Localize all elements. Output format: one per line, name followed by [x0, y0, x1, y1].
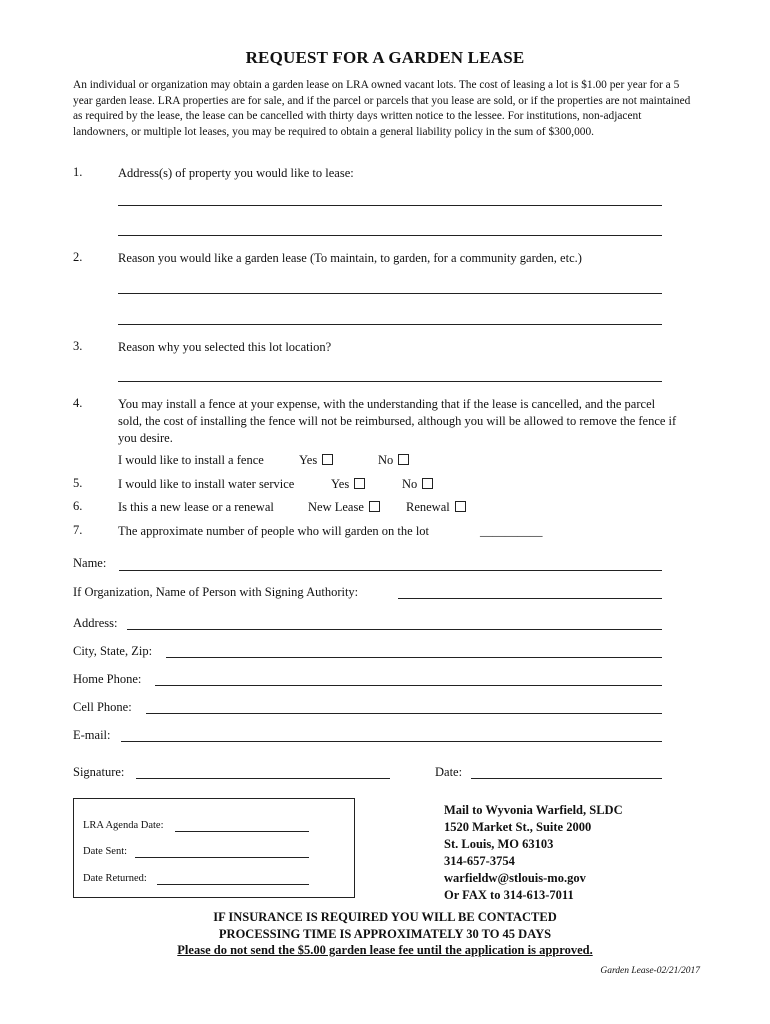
- org-signer-label: If Organization, Name of Person with Signing Authority:: [73, 585, 359, 599]
- q5-yes-checkbox[interactable]: [354, 478, 365, 489]
- q3-answer-line[interactable]: [118, 381, 662, 382]
- q1-answer-line-1[interactable]: [118, 205, 662, 206]
- q6-number: 6.: [73, 499, 83, 513]
- mail-line-city: St. Louis, MO 63103: [444, 837, 554, 851]
- mail-line-fax: Or FAX to 314-613-7011: [444, 888, 574, 902]
- mailing-info: [444, 802, 623, 904]
- q4-number: 4.: [73, 396, 83, 410]
- page-title: REQUEST FOR A GARDEN LEASE: [245, 48, 525, 67]
- q4-no-checkbox[interactable]: [398, 454, 409, 465]
- city-state-zip-label: City, State, Zip:: [73, 644, 153, 658]
- org-signer-field[interactable]: [398, 598, 662, 599]
- intro-paragraph: An individual or organization may obtain a garden lease on LRA owned vacant lots. The cost of leasing a lot is $1.00 per year for a 5 year garden lease. LRA properties are for sale, and if the parcel or parcels that you lease are sold, or if the properties are not maintained as required by the lease, the lease can be cancelled with thirty days written notice to the lessee. For institutions, non-adjacent landowners, or multiple lot leases, you may be required to obtain a general liability policy in the sum of $300,000.: [73, 79, 691, 138]
- signature-field[interactable]: [136, 778, 390, 779]
- mail-line-name: Mail to Wyvonia Warfield, SLDC: [444, 803, 623, 817]
- date-label: Date:: [435, 765, 463, 779]
- cell-phone-label: Cell Phone:: [73, 700, 132, 714]
- q4-yes-checkbox[interactable]: [322, 454, 333, 465]
- cell-phone-field[interactable]: [146, 713, 662, 714]
- q1-text: Address(s) of property you would like to lease:: [118, 166, 354, 180]
- q5-no-option[interactable]: [402, 476, 433, 493]
- processing-time-notice: PROCESSING TIME IS APPROXIMATELY 30 TO 45 DAYS: [218, 927, 552, 941]
- q3-text: Reason why you selected this lot location?: [118, 340, 332, 354]
- mail-line-street: 1520 Market St., Suite 2000: [444, 820, 592, 834]
- q4-no-label: No: [378, 453, 394, 467]
- q4-text: You may install a fence at your expense, with the understanding that if the lease is cancelled, and the parcel sold, the cost of installing the fence will not be reimbursed, although you will be allowed to remove the fence if you desire.: [118, 397, 677, 445]
- q7-answer-blank[interactable]: __________: [480, 524, 543, 538]
- q5-no-label: No: [402, 477, 418, 491]
- q5-number: 5.: [73, 476, 83, 490]
- q6-new-option[interactable]: [308, 499, 380, 516]
- name-label: Name:: [73, 556, 107, 570]
- city-state-zip-field[interactable]: [166, 657, 662, 658]
- q6-new-label: New Lease: [308, 500, 364, 514]
- signature-label: Signature:: [73, 765, 125, 779]
- q6-renewal-option[interactable]: [406, 499, 466, 516]
- q4-yes-label: Yes: [299, 453, 318, 467]
- date-returned-field[interactable]: [157, 884, 309, 885]
- q5-yes-option[interactable]: [331, 476, 365, 493]
- q6-new-checkbox[interactable]: [369, 501, 380, 512]
- name-field[interactable]: [119, 570, 662, 571]
- q7-text: The approximate number of people who will garden on the lot: [118, 524, 430, 538]
- mail-line-phone: 314-657-3754: [444, 854, 515, 868]
- q4-no-option[interactable]: [378, 452, 409, 469]
- date-field[interactable]: [471, 778, 662, 779]
- q5-yes-label: Yes: [331, 477, 350, 491]
- q4-fence-label: I would like to install a fence: [118, 453, 264, 467]
- date-sent-field[interactable]: [135, 857, 309, 858]
- q2-text: Reason you would like a garden lease (To maintain, to garden, for a community garden, etc.): [118, 251, 582, 265]
- q2-answer-line-2[interactable]: [118, 324, 662, 325]
- q5-text: I would like to install water service: [118, 477, 295, 491]
- lra-agenda-date-field[interactable]: [175, 831, 309, 832]
- q4-yes-option[interactable]: [299, 452, 333, 469]
- date-returned-label: Date Returned:: [83, 873, 147, 884]
- q2-number: 2.: [73, 250, 83, 264]
- mail-line-email: warfieldw@stlouis-mo.gov: [444, 871, 586, 885]
- insurance-notice: IF INSURANCE IS REQUIRED YOU WILL BE CONTACTED: [213, 910, 557, 924]
- fee-notice: Please do not send the $5.00 garden lease fee until the application is approved.: [177, 943, 593, 957]
- q1-answer-line-2[interactable]: [118, 235, 662, 236]
- q5-no-checkbox[interactable]: [422, 478, 433, 489]
- q1-number: 1.: [73, 165, 83, 179]
- date-sent-label: Date Sent:: [83, 846, 128, 857]
- q6-text: Is this a new lease or a renewal: [118, 500, 274, 514]
- q6-renewal-label: Renewal: [406, 500, 450, 514]
- q2-answer-line-1[interactable]: [118, 293, 662, 294]
- address-label: Address:: [73, 616, 118, 630]
- email-label: E-mail:: [73, 728, 111, 742]
- email-field[interactable]: [121, 741, 662, 742]
- q7-number: 7.: [73, 523, 83, 537]
- address-field[interactable]: [127, 629, 662, 630]
- revision-label: Garden Lease-02/21/2017: [600, 966, 700, 976]
- q3-number: 3.: [73, 339, 83, 353]
- home-phone-label: Home Phone:: [73, 672, 142, 686]
- lra-agenda-date-label: LRA Agenda Date:: [83, 820, 164, 831]
- q6-renewal-checkbox[interactable]: [455, 501, 466, 512]
- home-phone-field[interactable]: [155, 685, 662, 686]
